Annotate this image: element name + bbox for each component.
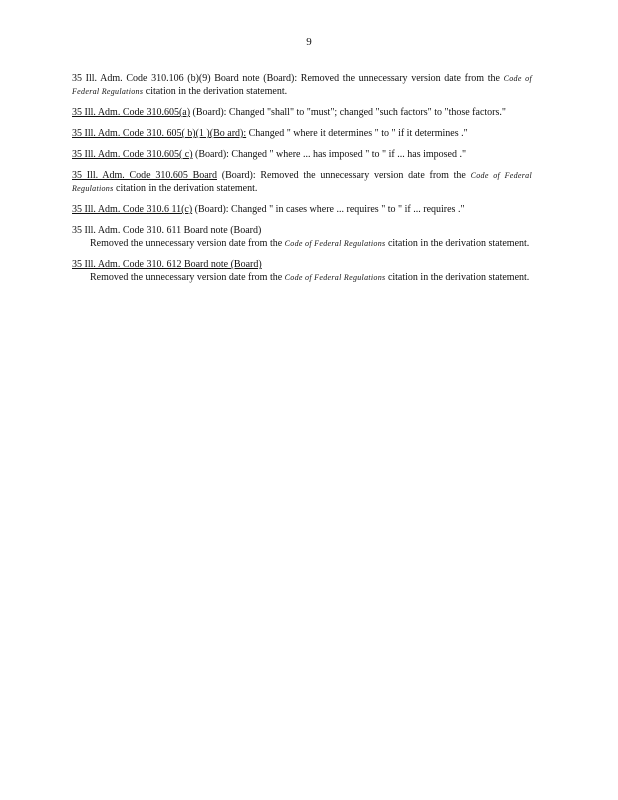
entry-text: (Board): Changed " in cases where ... requires " to " if ... requires ."	[194, 204, 465, 215]
entry-text: Changed " where it determines " to " if it determines ."	[248, 128, 468, 139]
entry-citation: 35 Ill. Adm. Code 310. 611 Board note (Board)	[72, 225, 262, 236]
list-item	[72, 224, 532, 250]
entry-text-before: Removed the unnecessary version date from the	[300, 73, 500, 84]
amendment-list	[72, 72, 532, 292]
entry-text-before: Removed the unnecessary version date from the	[90, 238, 283, 249]
entry-text-after: citation in the derivation statement.	[387, 238, 530, 249]
entry-italic-text: Code of Federal Regulations	[72, 171, 532, 193]
entry-text: (Board): Changed "shall" to "must"; changed "such factors" to "those factors."	[192, 107, 506, 118]
entry-text-after: citation in the derivation statement.	[145, 86, 288, 97]
entry-citation: 35 Ill. Adm. Code 310.605(a)	[72, 107, 191, 118]
list-item	[72, 127, 532, 140]
page-number: 9	[306, 36, 312, 48]
entry-italic-text: Code of Federal Regulations	[284, 273, 386, 282]
entry-citation: 35 Ill. Adm. Code 310. 612 Board note (Board)	[72, 259, 262, 270]
list-item	[72, 148, 532, 161]
entry-citation: 35 Ill. Adm. Code 310.605 Board	[72, 170, 218, 181]
list-item	[72, 72, 532, 98]
entry-body	[72, 237, 532, 250]
entry-text: (Board): Changed " where ... has imposed " to " if ... has imposed ."	[195, 149, 467, 160]
entry-citation: 35 Ill. Adm. Code 310.605( c)	[72, 149, 193, 160]
list-item	[72, 169, 532, 195]
entry-citation: 35 Ill. Adm. Code 310.106 (b)(9) Board note (Board):	[72, 73, 298, 84]
entry-text-after: citation in the derivation statement.	[387, 272, 530, 283]
entry-italic-text: Code of Federal Regulations	[72, 74, 532, 96]
entry-body	[72, 271, 532, 284]
list-item	[72, 203, 532, 216]
list-item	[72, 258, 532, 284]
entry-text-before: Removed the unnecessary version date from the	[90, 272, 283, 283]
entry-citation: 35 Ill. Adm. Code 310.6 11(c)	[72, 204, 193, 215]
entry-citation: 35 Ill. Adm. Code 310. 605( b)(1 )(Bo ard):	[72, 128, 247, 139]
entry-italic-text: Code of Federal Regulations	[284, 239, 386, 248]
entry-text-after: citation in the derivation statement.	[116, 183, 258, 194]
list-item	[72, 106, 532, 119]
entry-text-before: (Board): Removed the unnecessary version date from the	[221, 170, 466, 181]
